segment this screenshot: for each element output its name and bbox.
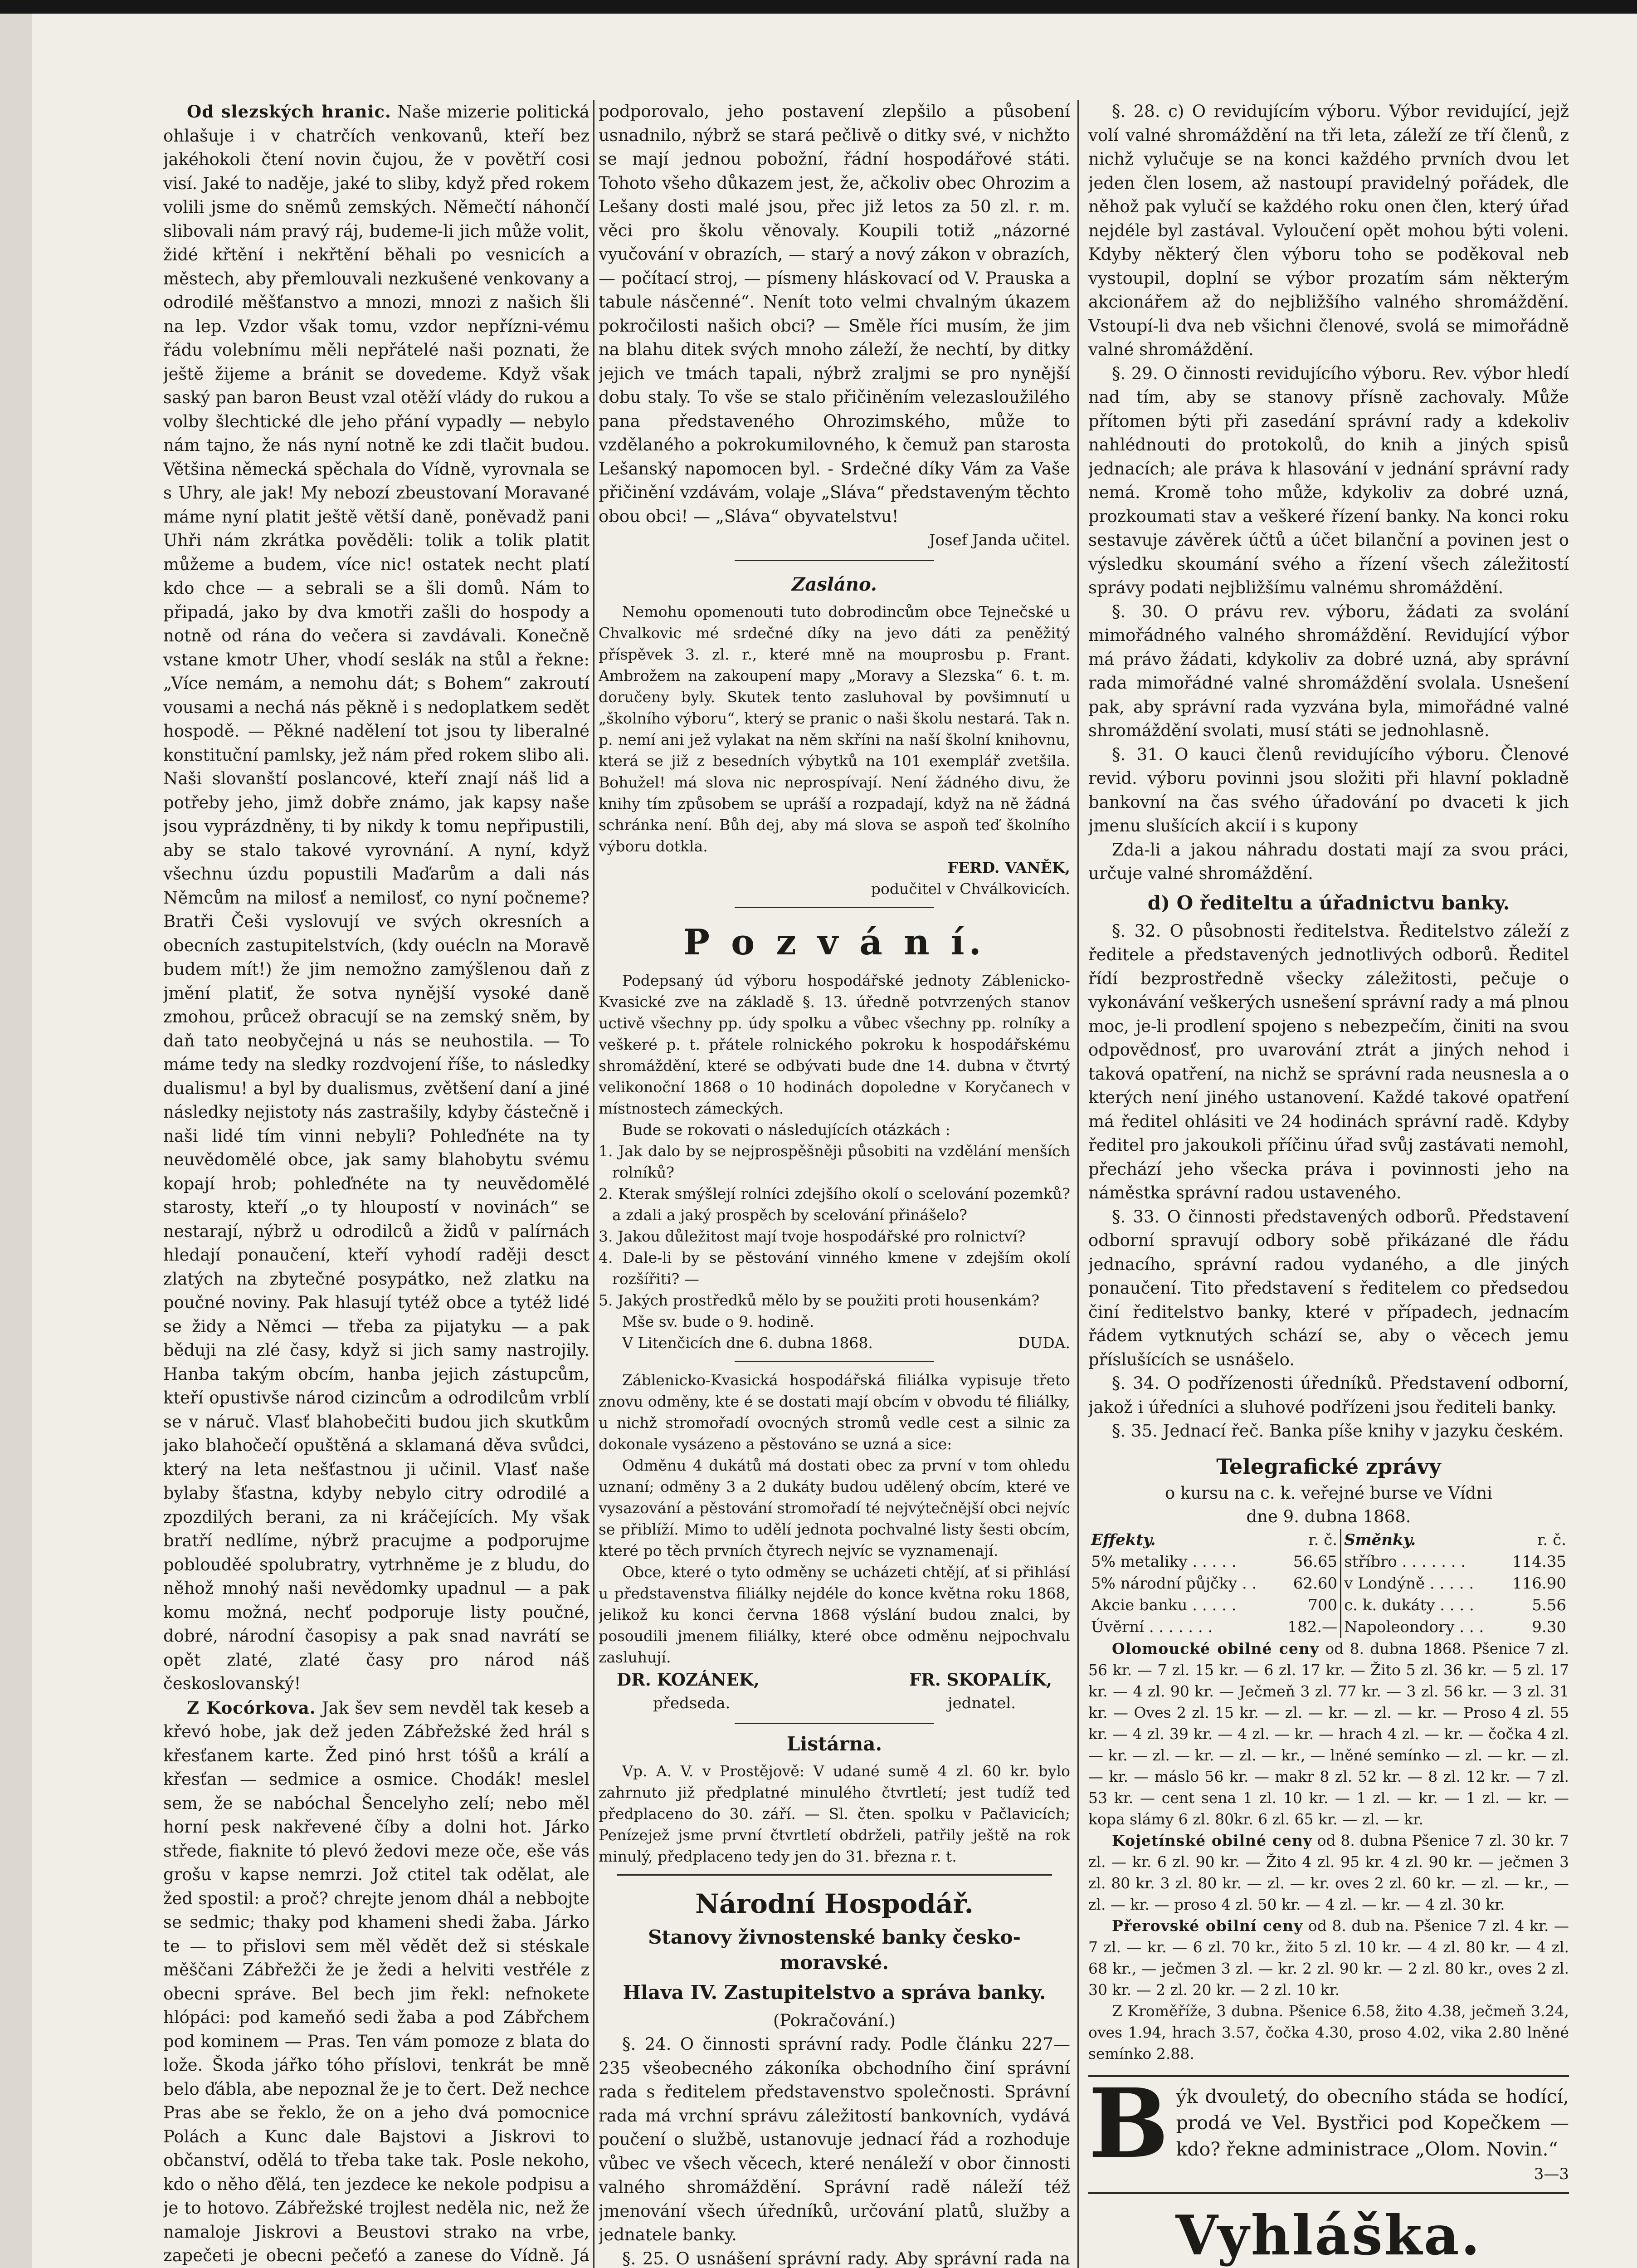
scan-top-border <box>0 0 1637 14</box>
table-row <box>1088 1551 1569 1573</box>
column-right <box>1088 100 1569 2268</box>
article-paragraph: §. 30. O právu rev. výboru, žádati za svolání mimořádného valného shromáždění. Revidující výbor má právo žádati, kdykoliv za dobré uzná, aby správní rada mimořádné valné shromáždění svolala. Usnešení pak, aby správní rada vyzvána byla, mimořádné valné shromáždění svolati, musí státi se jednohlasně. <box>1088 601 1569 740</box>
telegraph-date: dne 9. dubna 1868. <box>1246 1507 1411 1526</box>
table-cell: 116.90 <box>1512 1574 1566 1593</box>
column-middle <box>599 100 1070 2268</box>
section-heading: d) O řediteltu a úřadnictvu banky. <box>1147 891 1510 914</box>
article-lead: Z Kocórkova. <box>187 1697 316 1718</box>
table-cell: 9.30 <box>1532 1618 1566 1636</box>
table-cell: 182.— <box>1287 1618 1338 1636</box>
article-paragraph: §. 31. O kauci členů revidujícího výboru. Členové revid. výboru povinni jsou složiti při hlavní pokladně bankovní na čas svého úřadování po dvaceti k jich jmenu slušících akcií i s kupony <box>1088 744 1569 836</box>
telegraph-subtitle: o kursu na c. k. veřejné burse ve Vídni <box>1164 1483 1493 1503</box>
table-row <box>1088 1594 1569 1616</box>
table-cell: 56.65 <box>1293 1552 1338 1571</box>
article-text: Obce, které o tyto odměny se ucházeti chtějí, ať si přihlásí u představenstva filiálky nejdéle do konce května roku 1868, jelikož ku konci června 1868 výslání budou znalci, by posoudili jmenem filiálky, které obce odměnu nejpochvalu zasluhují. <box>599 1563 1070 1666</box>
divider <box>735 560 934 561</box>
table-header-row <box>1088 1529 1569 1551</box>
article-paragraph <box>163 1696 590 2268</box>
article-text: Vp. A. V. v Prostějově: V udané sumě 4 zl. 60 kr. bylo zahrnuto již předplatné minulého čtvrtletí; jest tudíž teď předplaceno do 30. září. — Sl. čten. spolku v Pačlavicích; Penízejež jsme první čtvrtletí obdrželi, patřily ještě na rok minulý, předplaceno tedy jen do 31. března r. t. <box>599 1762 1070 1865</box>
article-paragraph: §. 28. c) O revidujícím výboru. Výbor revidující, jejž volí valné shromáždění na tři leta, záleží ze tří členů, z nichž vylučuje se na konci každého prvních dvou let jeden člen losem, až nastoupí pravidelný pořádek, dle něhož pak vylučí se každého roku onen člen, který úřad nejdéle byl zastával. Vyloučení opět mohou býti voleni. Kdyby některý člen výboru toho se poděkoval neb vystoupil, doplní se výbor prozatím sám některým akcionářem až do nejbližšího valného shromáždění. Vstoupí-li dva neb všichni členové, svolá se mimořádně valné shromáždění. <box>1088 102 1569 359</box>
article-text: Naše mizerie politická ohlašuje i v chatrčích venkovanů, kteří bez jakéhokoli čtení novin čujou, že v povětří cosi visí. Jaké to naděje, jaké to sliby, když před rokem volili jsme do sněmů zemských. Němečtí náhončí slibovali nám pravý ráj, budeme-li jich může volit, židé křtění i nekřtění běhali po vesnicích a městech, aby přemlouvali nezkušené venkovany a odrodilé měšťanstvo a mnozi, mnozi z našich šli na lep. Vzdor však tomu, vzdor nepřízni-vému řádu volebnímu měli nepřátelé naši poznati, že ještě žijeme a bránit se dovedeme. Když však saský pan baron Beust vzal otěží vlády do rukou a volby šlechtické dle jeho přání vypadly — nebylo nám tajno, že nás nyní notně ke zdi tlačit budou. Většina německá spěchala do Vídně, vyrovnala se s Uhry, ale jak! My nebozí zbeustovaní Moravané máme nyní platit ještě větší daně, poněvadž pani Uhři nám zkrátka pověděli: tolik a tolik platit můžeme a budem, více nic! ostatek necht platí kdo chce — a sebrali se a šli domů. Nám to připadá, jako by dva kmotři zašli do hospody a notně od rána do večera si zavdávali. Konečně vstane kmotr Uher, vhodí seslák na stůl a řekne: „Více nemám, a nemohu dát; s Bohem“ zakroutí vousami a nechá nás pěkně i s nedoplatkem sedět hospodě. — Pěkné nadělení tot jsou ty liberalné konstituční pamlsky, jež nám před rokem slibo ali. Naši slovanští poslancové, kteří znají náš lid a potřeby jeho, jimž dobře známo, jak kapsy naše jsou vyprázdněny, ti by nikdy k tomu nepřipustili, aby se stalo takové vyrovnání. A nyní, když všechnu úzdu popustili Maďarům a dali nás Němcům na milosť a nemilosť, co nyní počneme? Bratři Češi vyslovují ve svých okresních a obecních zastupitelstvích, (kdy ouécln na Moravě budem mít!) že jim nemožno zamýšlenou daň z jmění platiť, že sotva nynější vysoké daně zmohou, průcež obracují se na zemský sněm, by daň tato neobyčejná u nás se neuhostila. — To máme tedy na sledky rozdvojení říše, to následky dualismu! a byl by dualismus, zvětšení daní a jiné následky nejistoty nás zastrašily, kdyby částečně i naši lidé tím vinni nebyli? Pohleďnéte na ty neuvědomělé obce, jak samy blahobytu svému kopají hrob; pohleďnéte na ty neuvědomělé starosty, kteří „o ty hloupostí v novinách“ se nestarají, nýbrž u odrodilců a židů v palírnách hledají ponaučení, kteří vyhodí raději desct zlatých na zbytečné posypátko, než zlatku na poučné noviny. Pak hlasují tytéž obce a tytéž lidé se židy a Němci — třeba za pijatyku — a pak běduji na zlé časy, když si jich samy nastrojily. Hanba takým obcím, hanba jejich zástupcům, kteří opustivše národ cizincům a odrodilcům vrblí se v náruč. Vlasť blahobečiti budou jich skutkům jako blahočečí opuštěná a sklamaná děva svůdci, který na leta nešťastnou ji učinil. Vlasť naše bylaby šťastna, kdyby nebylo citry odrodilé a zpozdilých berani, za ni kráčejících. My však bratří nedlíme, nýbrž pracujme a podporujme poblouděé spolubratry, vytrhněme je z bludu, do něhož mnohý naši nevědomky upadnul — a pak komu možná, nechť podporuje listy poučné, dobré, národní časopisy a pak snad navrátí se opět zlaté, zlaté časy pro národ náš českoslovanský! <box>163 102 590 1693</box>
table-cell: Akcie banku . . . . . <box>1091 1596 1237 1614</box>
section-heading-pozvani: P o z v á n í. <box>683 921 986 963</box>
table-cell: 62.60 <box>1293 1574 1338 1593</box>
article-text: Nemohu opomenouti tuto dobrodincům obce Tejnečské u Chvalkovic mé srdečné díky na jevo dáti za peněžitý příspěvek 3. zl. r., které mně na mouprosbu p. Frant. Ambrožem na zakoupení mapy „Moravy a Slezska“ 6. t. m. doručeny byly. Skutek tento zasluhoval by povšimnutí u „školního výboru“, který se pranic o naši školu nestará. Tak n. p. nemí ani jež vylakat na něm skříni na naší školní knihovnu, která se již z besedních výbytků na 101 exemplář zvetšila. Bohužel! má slova nic neprospívají. Není žádného divu, že knihy tím způsobem se upráší a rozpadají, když na ně žádná schránka není. Bůh dej, aby má slova se aspoň teď školního výboru dotkla. <box>599 602 1070 855</box>
table-header: Effekty. <box>1091 1530 1156 1549</box>
grain-prices: Olomoucké obilné ceny od 8. dubna 1868. Pšenice 7 zl. 56 kr. — 7 zl. 15 kr. — 6 zl. 17 kr. — Žito 5 zl. 36 kr. — 5 zl. 17 kr. — 4 zl. 90 kr. — Ječmeň 3 zl. 77 kr. — 3 zl. 56 kr. — 3 zl. 31 kr. — Oves 2 zl. 15 kr. — zl. — kr. — zl. — kr. — Proso 4 zl. 55 kr. — 4 zl. 39 kr. — 4 zl. — kr. — hrach 4 zl. — kr. — čočka 4 zl. — kr. — zl. — kr. — zl. — kr., — lněné semínko — zl. — kr. — zl. — kr. — máslo 56 kr. — makr 8 zl. 52 kr. — 8 zl. 12 kr. — 7 zl. 53 kr. — cent sena 1 zl. 10 kr. — 1 zl. — kr. — 1 zl. — kr. — kopa slámy 6 zl. 80kr. 6 zl. 65 kr. — zl. — kr. <box>1088 1639 1569 1828</box>
table-cell: 5% národní půjčky . . <box>1091 1574 1257 1593</box>
divider <box>735 1361 934 1362</box>
telegraph-title: Telegrafické zprávy <box>1216 1454 1441 1479</box>
exchange-rates-table <box>1088 1529 1569 1638</box>
column-rule <box>1077 100 1079 2268</box>
table-cell: Úvěrní . . . . . . . <box>1091 1618 1213 1636</box>
article-text: Mše sv. bude o 9. hodině. <box>622 1312 814 1330</box>
table-cell: 5.56 <box>1532 1596 1566 1614</box>
signature-title: předseda. <box>653 1694 731 1712</box>
table-cell: c. k. dukáty . . . . <box>1341 1594 1503 1616</box>
article-text: Podepsaný úd výboru hospodářské jednoty Záblenicko-Kvasické zve na základě §. 13. úředně potvrzených stanov uctivě všechny pp. údy spolku a vůbec všechny pp. rolníky a veškeré p. t. přátele rolnického pokroku k hospodářskému shromáždění, které se odbývati bude dne 14. dubna v čtvrtý velikonoční 1868 o 10 hodinách dopoledne v Koryčanech v místnostech zámeckých. <box>599 971 1070 1117</box>
scan-edge <box>0 0 32 2268</box>
divider <box>617 1874 1052 1876</box>
signature-name: DUDA. <box>1018 1334 1070 1352</box>
article-signature: Josef Janda učitel. <box>929 531 1070 549</box>
table-cell: Napoleondory . . . <box>1341 1616 1503 1638</box>
signature-name: FERD. VANĚK, <box>947 858 1070 876</box>
question-item: 5. Jakých prostředků mělo by se použiti proti housenkám? <box>599 1291 1040 1309</box>
table-header-unit: r. č. <box>1537 1530 1566 1549</box>
table-cell: 700 <box>1308 1596 1338 1614</box>
section-subheading: Stanovy živnostenské banky česko-moravské. <box>648 1926 1021 1974</box>
drop-cap: B <box>1088 2067 1169 2180</box>
continuation-note: (Pokračování.) <box>773 2010 896 2030</box>
question-item: 2. Kterak smýšlejí rolníci zdejšího okolí o scelování pozemků? a zdali a jaký prospěch by scelování přinášelo? <box>599 1184 1070 1224</box>
table-cell: v Londýně . . . . . <box>1341 1573 1503 1594</box>
table-row <box>1088 1573 1569 1594</box>
article-paragraph: §. 24. O činnosti správní rady. Podle článku 227—235 všeobecného zákoníka obchodního činí správní rada s ředitelem představenstvo společnosti. Správní rada má vrchní správu záležitostí bankovních, vydává poučení o službě, ustanovuje jednací řád a rozhoduje vůbec ve všech věcech, které nenáleží v obor činnosti valného shromáždění. Správní radě náleží též jmenování všech úředníků, určování platů, služby a jednatele banky. <box>599 2034 1070 2244</box>
table-header: Směnky. <box>1341 1529 1503 1551</box>
article-paragraph: §. 29. O činnosti revidujícího výboru. Rev. výbor hledí nad tím, aby se stanovy přísně zachovaly. Může přítomen býti při zasedání správní rady a kdekoliv nahlédnouti do protokolů, do knih a jiných spisů jednacích; ale práva k hlasování v jednání správní rady nemá. Kromě toho může, kdykoliv za dobré uzná, prozkoumati stav a veškeré řízení banky. Na konci roku sestavuje závěrek účtů a účet bilanční a povinen jest o výsledku skoumání svého a řízení všech záležitostí správy podati nejbližšímu valnému shromáždění. <box>1088 363 1569 597</box>
article-text: Jak šev sem nevděl tak keseb a křevó hobe, jak dež jeden Zábřežské žed hrál s křesťanem karte. Žed pinó hrst tóšů a králí a křesťan — sedmice a osmice. Chodák! meslel sem, že se nabóchal Šencelyho zelí; nebo měl horní pesk nakřevené číby a dolni hot. Járko střede, fiaknite tó plevó žedovi meze oče, eše vás grošu v kapse nemrzi. Jož ctitel tak odělat, ale žed spostil: a proč? chrejte jenom dhál a nebbojte se sedmic; thaky pod khameni shedi žaba. Járko te — to přislovi sem měl vědět dež si stéskale měščani Zábřežči že je žedi a helviti vestřéle z obecni správe. Bel bech jim řekl: nefnokete hlópáci: pod kameňó sedi žaba a pod Zábřchem pod kominem — Pras. Ten vám pomoze z blata do lože. Škoda jářko tóho příslovi, tenkrát be mně belo ďábla, abe nepoznal že je to čert. Dež nechce Pras abe se řeklo, že on a jeho dvá pomocnice Polách a Kunc dale Bajstovi a Jiskrovi to občanství, odělá to třeba take tak. Posle nekoho, kdo o něho ďělá, ten jezdece ke nekole podpisu a je to hotovo. Zábřežské trojlest neděla nic, než že namaloje Jiskrovi a Beustovi strako na vrbe, zapečeti je obecni pečeťó a zanese do Vídně. Já <box>163 1698 590 2265</box>
section-heading-listarna: Listárna. <box>786 1732 882 1755</box>
question-item: 4. Dale-li by se pěstování vinného kmene v zdejším okolí rozšířiti? — <box>599 1248 1070 1288</box>
grain-prices: Kojetínské obilné ceny od 8. dubna Pšenice 7 zl. 30 kr. 7 zl. — kr. 6 zl. 90 kr. — Žito 4 zl. 95 kr. 4 zl. 90 kr. — ječmen 3 zl. 80 kr. 3 zl. 80 kr. — zl. — kr. oves 2 zl. 60 kr. — zl. — kr., — zl. — kr. — proso 4 zl. 50 kr. — 4 zl. — kr. — 4 zl. 30 kr. <box>1088 1831 1569 1913</box>
signature-name: DR. KOZÁNEK, <box>617 1669 760 1690</box>
article-lead: Od slezských hranic. <box>187 102 391 122</box>
signature-title: podučitel v Chválkovicích. <box>871 880 1070 898</box>
signature-row <box>599 1691 1070 1716</box>
section-heading-narodni-hospodar: Národní Hospodář. <box>695 1888 974 1919</box>
grain-prices: Z Kroměříže, 3 dubna. Pšenice 6.58, žito 4.38, ječmeň 3.24, oves 1.94, hrach 3.57, čočka 4.30, proso 4.02, vika 2.80 lněné semínko 2.88. <box>1088 2002 1569 2063</box>
question-item: 3. Jakou důležitost mají tvoje hospodářské pro rolnictví? <box>599 1227 1026 1245</box>
table-cell: 114.35 <box>1512 1552 1566 1571</box>
column-left <box>163 100 590 2268</box>
article-paragraph: §. 35. Jednací řeč. Banka píše knihy v jazyku českém. <box>1112 1421 1564 1441</box>
signature-name: FR. SKOPALÍK, <box>909 1669 1052 1690</box>
article-text: Odměnu 4 dukátů má dostati obec za první v tom ohledu uznaní; odměny 3 a 2 dukáty budou udělený obcím, které ve vysazování a pěstování stromořadí té nejvýtečnější obci nejvíc se přiblíží. Mimo to udělí jednota pochvalné listy šesti obcím, které po těch prvních čtyrech nejvíc se vyznamenají. <box>599 1456 1070 1559</box>
grain-prices: Přerovské obilní ceny od 8. dub na. Pšenice 7 zl. 4 kr. — 7 zl. — kr. — 6 zl. 70 kr., žito 5 zl. 10 kr. — 4 zl. 80 kr. — 4 zl. 68 kr., — ječmen 3 zl. — kr. 2 zl. 90 kr. — 2 zl. 80 kr., oves 2 zl. 30 kr. — 2 zl. 20 kr. — 2 zl. 10 kr. <box>1088 1916 1569 1999</box>
article-paragraph: §. 34. O podřízenosti úředníků. Představení odborní, jakož i úředníci a sluhové podřízeni jsou řediteli banky. <box>1088 1374 1569 1417</box>
chapter-heading: Hlava IV. Zastupitelstvo a správa banky. <box>623 1981 1046 2004</box>
table-row <box>1088 1616 1569 1638</box>
signature-row <box>599 1668 1070 1692</box>
announcement-title: Vyhláška. <box>1175 2204 1482 2268</box>
article-text: Záblenicko-Kvasická hospodářská filiálka vypisuje třeto znovu odměny, kte é se dostati mají obcím v obvodu té filiálky, u nichž stromořadí ovocných stromů vedle cest a silnic za dokonale vysázeno a pěstováno se uzná a sice: <box>599 1371 1070 1453</box>
divider <box>735 1723 934 1724</box>
ad-reference: 3—3 <box>1534 2165 1569 2183</box>
question-item: 1. Jak dalo by se nejprospěšněji působiti na vzdělání menších rolníků? <box>599 1142 1070 1181</box>
signature-title: jednatel. <box>947 1694 1016 1712</box>
column-rule <box>593 100 594 2268</box>
section-heading-zaslano: Zasláno. <box>792 573 877 595</box>
advertisement-bull <box>1088 2067 1569 2195</box>
table-cell: 5% metaliky . . . . . <box>1091 1552 1237 1571</box>
divider <box>735 907 934 908</box>
article-text: Bude se rokovati o následujících otázkách : <box>622 1120 950 1139</box>
table-cell: stříbro . . . . . . . <box>1341 1551 1503 1573</box>
article-paragraph: §. 32. O působnosti ředitelstva. Ředitelstvo záleží z ředitele a představených jednotlivých odborů. Ředitel řídí bezprostředně všecky záležitosti, pečuje o vykonávání veškerých usnešení správní rady a má plnou moc, je-li prodlení spojeno s nebezpečím, činiti na svou odpovědnosť, pro uvarování ztrát a jiných nehod i taková opatření, na nichž se správní rada neusnesla a o kterých není jiného ustanovení. Každé takové opatření má ředitel ohlásiti ve 24 hodinách správní radě. Kdyby ředitel pro jakoukoli příčinu úřad svůj zastávati nemohl, přechází jeho všecka práva i povinnosti jeho na náměstka správní radou ustaveného. <box>1088 921 1569 1202</box>
table-header-unit: r. č. <box>1308 1530 1338 1549</box>
ad-text: ýk dvouletý, do obecního stáda se hodící, prodá ve Vel. Bystřici pod Kopečkem — kdo? řekne administrace „Olom. Novin.“ <box>1176 2085 1569 2160</box>
article-paragraph: §. 25. O usnášení správní rady. Aby správní rada na <box>622 2248 1070 2268</box>
article-date: V Litenčicích dne 6. dubna 1868. DUDA. <box>599 1332 1070 1354</box>
article-continuation: podporovalo, jeho postavení zlepšilo a působení usnadnilo, nýbrž se stará pečlivě o ditky své, v nichžto se mají jednou pobožní, řádní hospodářové státi. Tohoto všeho důkazem jest, že, ačkoliv obec Ohrozim a Lešany dosti malé jsou, přec již letos za 50 zl. r. m. věci pro školu věnovaly. Koupili totiž „názorné vyučování v obrazích, — starý a nový zákon v obrazích, — počítací stroj, — písmeny hláskovací od V. Prauska a tabule násčenné“. Nenít toto velmi chvalným úkazem pokročilosti našich obci? — Směle říci musím, že jim na blahu ditek svých mnoho záleží, že nechtí, by ditky jejich ve tmách tapali, nýbrž zraljmi se pro nynější dobu staly. To vše se stalo přičiněním velezasloužilého pana představeného Ohrozimského, může to vzdělaného a pokrokumilovného, k čemuž pan starosta Lešanský napomocen byl. - Srdečné díky Vám za Vaše přičinění vzdávám, volaje „Sláva“ představeným těchto obou obci! — „Sláva“ obyvatelstvu! <box>599 102 1070 526</box>
article-paragraph: Zda-li a jakou náhradu dostati mají za svou práci, určuje valné shromáždění. <box>1088 840 1569 883</box>
article-paragraph <box>163 100 590 1696</box>
article-paragraph: §. 33. O činnosti představených odborů. Představení odborní spravují odbory sobě přikázané dle řádu jednacího, správní radou vydaného, a dle jiných ponaučení. Tito představení s ředitelem co předsedou činí ředitelstvo banky, které v případech, jednacím řádem vytknutých schází se, aby o věcech jemu příslušících se usnášelo. <box>1088 1207 1569 1369</box>
